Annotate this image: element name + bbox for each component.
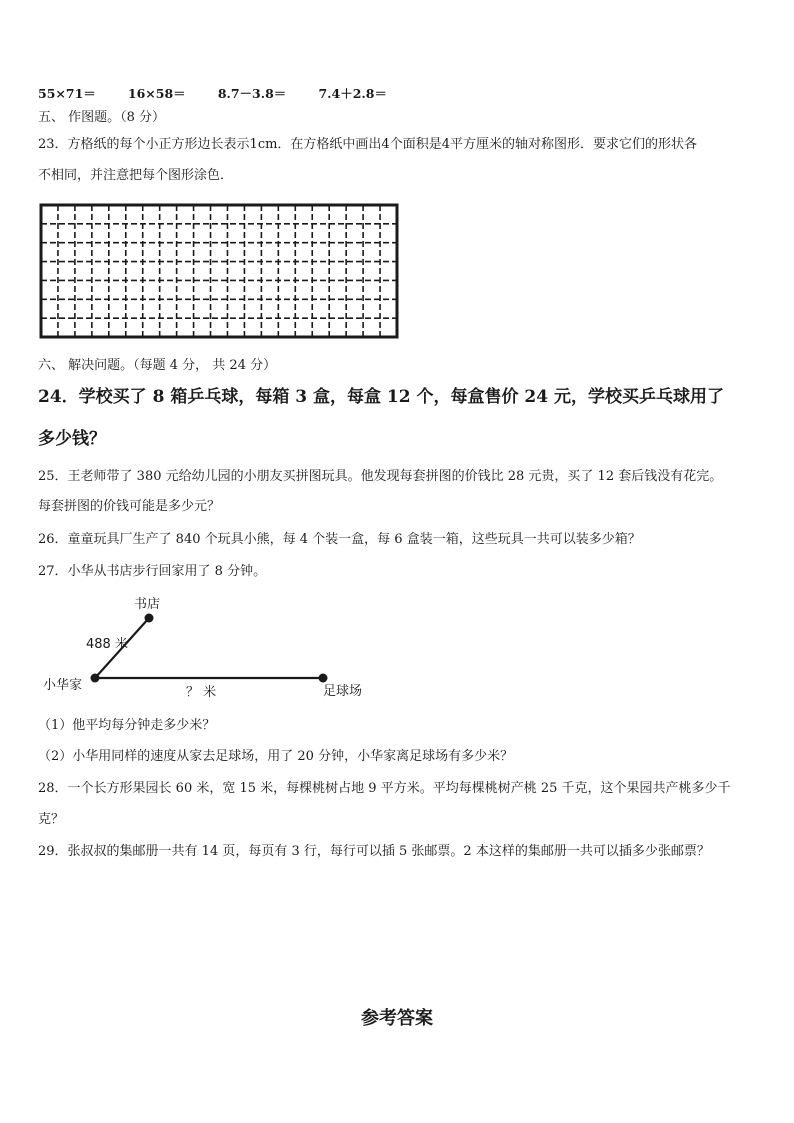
- known-distance-label: 488 米: [86, 637, 128, 652]
- unknown-distance-label: ？ 米: [186, 685, 217, 700]
- q29: 29．张叔叔的集邮册一共有 14 页，每页有 3 行，每行可以插 5 张邮票。2 本这样的集邮册一共可以插多少张邮票？: [38, 844, 710, 859]
- bookstore-dot: [145, 614, 154, 623]
- answer-title: 参考答案: [361, 1008, 433, 1029]
- field-dot: [319, 674, 328, 683]
- q25-line-1: 25．王老师带了 380 元给幼儿园的小朋友买拼图玩具。他发现每套拼图的价钱比 28 元贵，买了 12 套后钱没有花完。: [38, 469, 723, 484]
- q27-sub-1: （1）他平均每分钟走多少米？: [38, 718, 216, 733]
- calc-item-1: 55×71＝: [38, 86, 96, 101]
- q28-line-2: 克？: [38, 812, 65, 827]
- section-5-heading: 五、 作图题。（8 分）: [38, 110, 166, 125]
- q25-line-2: 每套拼图的价钱可能是多少元？: [38, 499, 221, 514]
- grid-border: [41, 205, 397, 337]
- calc-item-2: 16×58＝: [127, 86, 186, 101]
- calculation-row: [38, 86, 415, 103]
- home-dot: [91, 674, 100, 683]
- q24-line-1: 24．学校买了 8 箱乒乓球，每箱 3 盒，每盒 12 个，每盒售价 24 元，学校买乒乓球用了: [38, 387, 724, 407]
- calc-item-3: 8.7－3.8＝: [217, 86, 287, 101]
- q23-line-1: 23．方格纸的每个小正方形边长表示1cm．在方格纸中画出4个面积是4平方厘米的轴对称图形．要求它们的形状各: [38, 137, 697, 152]
- section-6-heading: 六、 解决问题。（每题 4 分， 共 24 分）: [38, 358, 277, 373]
- q23-line-2: 不相同，并注意把每个图形涂色．: [38, 168, 234, 183]
- q27: 27．小华从书店步行回家用了 8 分钟。: [38, 564, 267, 579]
- graph-paper-grid: [38, 202, 400, 344]
- q28-line-1: 28．一个长方形果园长 60 米，宽 15 米，每棵桃树占地 9 平方米。平均每棵桃树产桃 25 千克，这个果园共产桃多少千: [38, 781, 731, 796]
- route-diagram-svg: [38, 592, 378, 704]
- q24-line-2: 多少钱？: [38, 429, 106, 449]
- q27-sub-2: （2）小华用同样的速度从家去足球场，用了 20 分钟，小华家离足球场有多少米？: [38, 749, 514, 764]
- bookstore-label: 书店: [134, 597, 161, 612]
- route-diagram: [38, 592, 378, 708]
- calc-item-4: 7.4＋2.8＝: [318, 86, 387, 101]
- home-label: 小华家: [43, 678, 83, 693]
- field-label: 足球场: [323, 684, 363, 699]
- grid-svg: [38, 202, 400, 340]
- q26: 26．童童玩具厂生产了 840 个玩具小熊，每 4 个装一盒，每 6 盒装一箱，这些玩具一共可以装多少箱？: [38, 532, 641, 547]
